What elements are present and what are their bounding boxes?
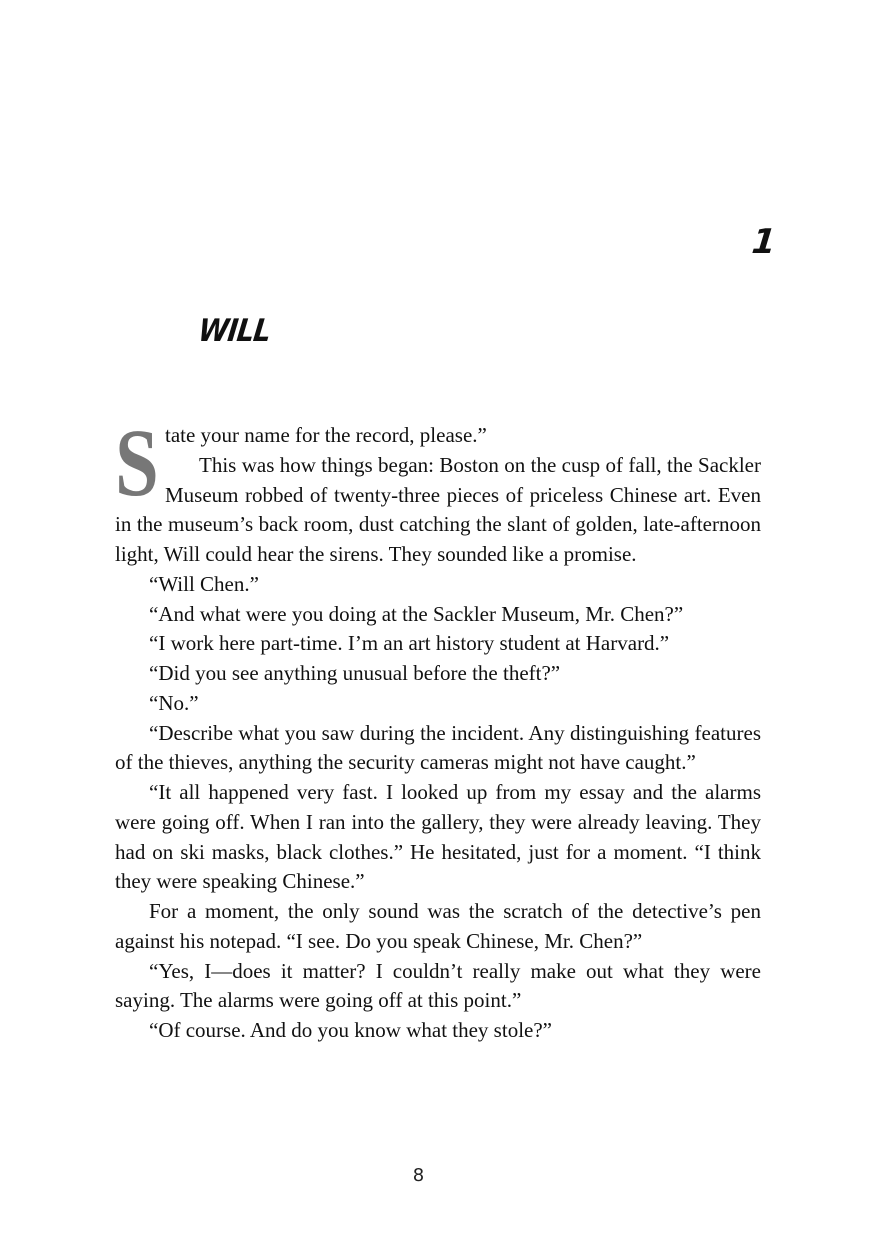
page-number: 8	[412, 1165, 425, 1186]
chapter-title: WILL	[196, 313, 273, 349]
paragraph: “Yes, I—does it matter? I couldn’t really make out what they were saying. The alarms were going off at this point.”	[115, 958, 761, 1013]
paragraph: For a moment, the only sound was the scratch of the detective’s pen against his notepad. “I see. Do you speak Chinese, Mr. Chen?”	[115, 899, 761, 953]
chapter-body	[115, 409, 761, 1046]
paragraph: “Will Chen.”	[149, 571, 259, 596]
paragraph: “It all happened very fast. I looked up from my essay and the alarms were going off. When I ran into the gallery, they were already leaving. They had on ski masks, black clothes.” He hesitated, just for a moment. “I think they were speaking Chinese.”	[115, 780, 761, 894]
chapter-number: 1	[749, 222, 778, 262]
paragraph: This was how things began: Boston on the cusp of fall, the Sackler Museum robbed of twenty-three pieces of priceless Chinese art. Even in the museum’s back room, dust catching the slant of golden, late-afternoon light, Will could hear the sirens. They sounded like a promise.	[115, 452, 761, 566]
drop-cap: S	[115, 409, 159, 516]
paragraph: “No.”	[149, 690, 199, 715]
paragraph: “I work here part-time. I’m an art history student at Harvard.”	[149, 631, 670, 656]
paragraph: “Of course. And do you know what they stole?”	[149, 1018, 552, 1042]
paragraph: tate your name for the record, please.”	[165, 423, 487, 447]
paragraph: “Did you see anything unusual before the theft?”	[149, 661, 561, 685]
paragraph: “Describe what you saw during the incident. Any distinguishing features of the thieves, anything the security cameras might not have caught.”	[115, 720, 761, 775]
paragraph: “And what were you doing at the Sackler Museum, Mr. Chen?”	[149, 601, 684, 626]
